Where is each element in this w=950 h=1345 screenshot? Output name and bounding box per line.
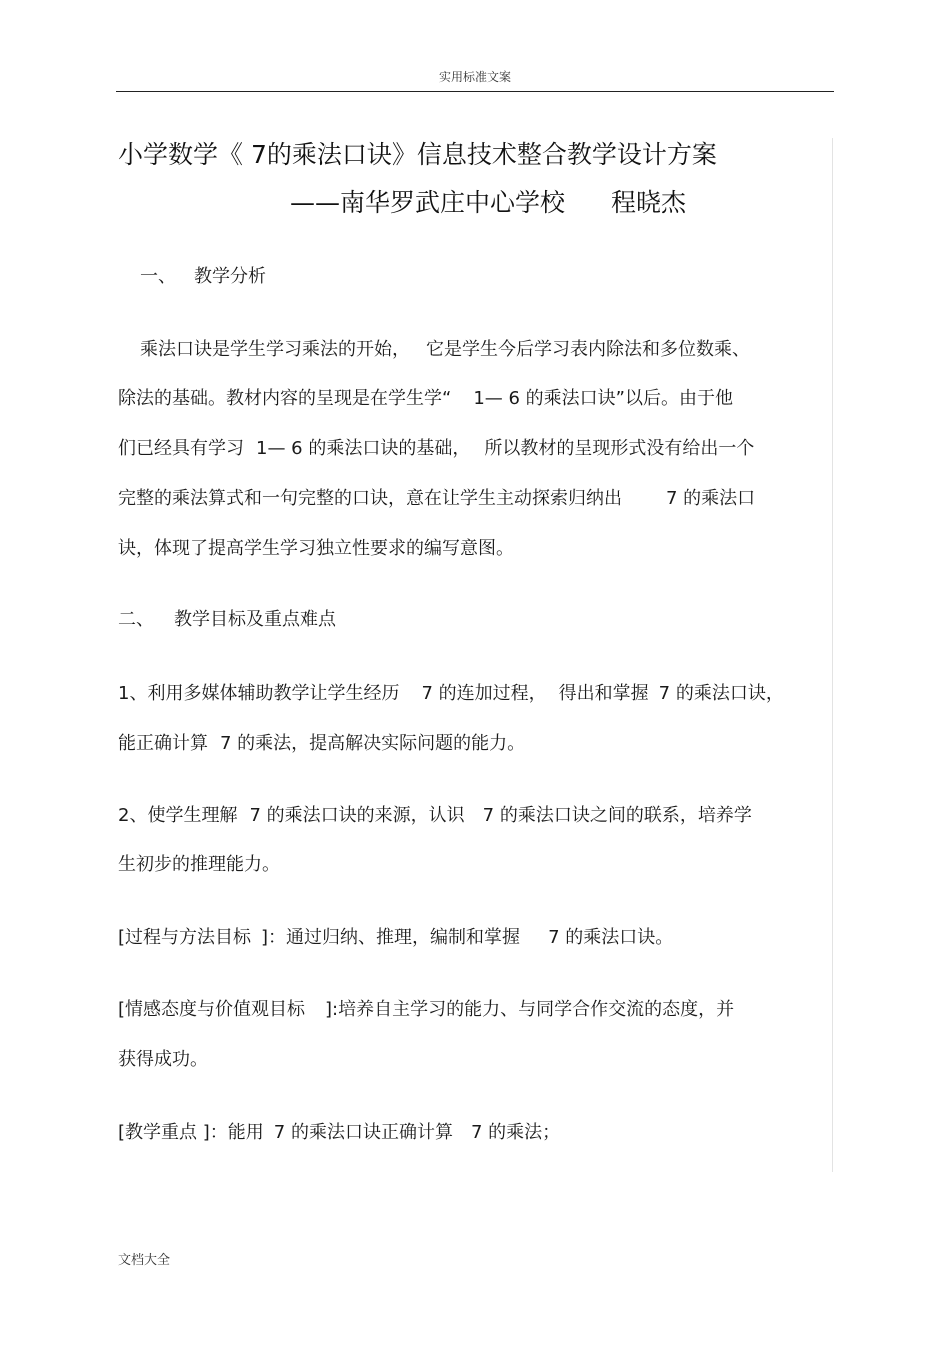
text-segment: 能正确计算 [118, 733, 208, 754]
text-segment: ]:培养自主学习的能力、与同学合作交流的态度，并 [325, 999, 735, 1020]
teaching-key-point [118, 1122, 560, 1144]
text-segment: [教学重点 ]：能用 [118, 1122, 264, 1143]
text-segment: 诀，体现了提高学生学习独立性要求的编写意图。 [118, 538, 514, 559]
process-method-goal [118, 927, 673, 949]
text-segment: 7 的乘法口诀。 [548, 927, 674, 948]
text-segment: 1— 6 的乘法口诀的基础， [256, 438, 471, 459]
text-segment: 7 的乘法口 [666, 488, 756, 509]
header-divider [116, 91, 834, 92]
goal-item-2-line [118, 805, 752, 827]
text-segment: 除法的基础。教材内容的呈现是在学生学“ [118, 388, 452, 409]
section-heading-analysis [140, 266, 266, 288]
document-title: 小学数学《 7的乘法口诀》信息技术整合教学设计方案 [118, 140, 717, 169]
text-segment: 1— 6 的乘法口诀”以后。由于他 [473, 388, 733, 409]
text-segment: 7 的连加过程， [421, 683, 547, 704]
text-segment: 2、使学生理解 [118, 805, 238, 826]
paragraph-line [118, 538, 514, 560]
section-number: 二、 [118, 609, 154, 630]
text-segment: 完整的乘法算式和一句完整的口诀，意在让学生主动探索归纳出 [118, 488, 622, 509]
paragraph-line [118, 438, 754, 460]
text-segment: 们已经具有学习 [118, 438, 244, 459]
text-segment: ]：通过归纳、推理，编制和掌握 [261, 927, 521, 948]
right-margin-rule [832, 138, 833, 1172]
document-subtitle [290, 188, 686, 218]
paragraph-line [118, 488, 755, 510]
section-heading-goals [118, 609, 336, 631]
text-segment: 7 的乘法； [470, 1122, 561, 1143]
text-segment: 它是学生今后学习表内除法和多位数乘、 [426, 339, 750, 360]
text-segment: 所以教材的呈现形式没有给出一个 [484, 438, 755, 459]
goal-item-1-line [118, 683, 784, 705]
text-segment: 7 的乘法口诀之间的联系，培养学 [482, 805, 752, 826]
text-segment: 7 的乘法，提高解决实际问题的能力。 [220, 733, 526, 754]
text-segment: [过程与方法目标 [118, 927, 252, 948]
text-segment: 7 的乘法口诀， [658, 683, 784, 704]
page-header: 实用标准文案 [438, 70, 511, 84]
text-segment: 生初步的推理能力。 [118, 854, 280, 875]
author-name: 程晓杰 [611, 188, 687, 217]
page-footer: 文档大全 [118, 1253, 171, 1268]
text-segment: 1、利用多媒体辅助教学让学生经历 [118, 683, 400, 704]
emotion-value-goal-line [118, 1049, 208, 1071]
section-title: 教学目标及重点难点 [174, 609, 336, 630]
text-segment: 获得成功。 [118, 1049, 208, 1070]
school-name: ——南华罗武庄中心学校 [290, 188, 566, 217]
section-title: 教学分析 [194, 266, 266, 287]
section-number: 一、 [140, 266, 176, 287]
paragraph-line [118, 388, 733, 410]
text-segment: 7 的乘法口诀的来源，认识 [249, 805, 465, 826]
emotion-value-goal-line [118, 999, 734, 1021]
paragraph-line [140, 339, 750, 361]
goal-item-2-line [118, 854, 280, 876]
text-segment: [情感态度与价值观目标 [118, 999, 306, 1020]
text-segment: 7 的乘法口诀正确计算 [273, 1122, 453, 1143]
text-segment: 得出和掌握 [558, 683, 649, 704]
goal-item-1-line [118, 733, 525, 755]
text-segment: 乘法口诀是学生学习乘法的开始， [140, 339, 410, 360]
